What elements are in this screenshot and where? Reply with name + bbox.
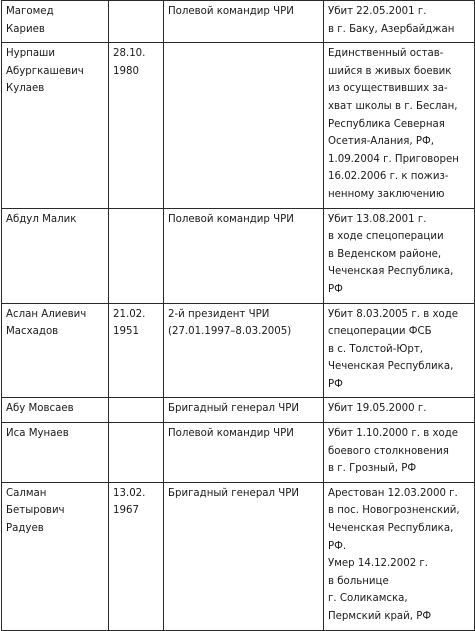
birth-date-cell	[109, 482, 164, 630]
cell-text-line: г. Соликамска,	[328, 593, 408, 605]
cell-text-line: Бригадный генерал ЧРИ	[168, 403, 300, 415]
cell-text-line: Абургкашевич	[6, 65, 84, 77]
cell-text-line: 2-й президент ЧРИ	[168, 308, 270, 320]
table-row	[2, 1, 475, 43]
person-name-cell	[2, 303, 109, 398]
role-cell	[164, 208, 324, 303]
cell-text-line: Осетия-Алания, РФ,	[328, 136, 435, 148]
cell-text-line: РФ	[328, 378, 343, 390]
cell-text-line: в Веденском районе,	[328, 248, 442, 260]
birth-date-cell	[109, 398, 164, 423]
person-name-cell	[2, 43, 109, 208]
cell-text-line: РФ.	[328, 540, 347, 552]
cell-text-line: Бетырович	[6, 505, 65, 517]
cell-text-line: в ходе спецоперации	[328, 231, 444, 243]
cell-text-line: 1967	[113, 505, 139, 517]
cell-text-line: Республика Северная	[328, 118, 445, 130]
cell-text-line: боевого столкновения	[328, 445, 449, 457]
cell-text-line: Умер 14.12.2002 г.	[328, 558, 429, 570]
cell-text-line: Кулаев	[6, 83, 45, 95]
birth-date-cell	[109, 423, 164, 483]
cell-text-line: Убит 13.08.2001 г.	[328, 213, 427, 225]
cell-text-line: Убит 19.05.2000 г.	[328, 403, 427, 415]
table-row	[2, 303, 475, 398]
cell-text-line: 28.10.	[113, 48, 146, 60]
table-row	[2, 423, 475, 483]
cell-text-line: 13.02.	[113, 487, 146, 499]
cell-text-line: Единственный остав-	[328, 48, 444, 60]
cell-text-line: хват школы в г. Беслан,	[328, 100, 458, 112]
role-cell	[164, 303, 324, 398]
fate-cell	[324, 482, 475, 630]
cell-text-line: Чеченская Республика,	[328, 361, 454, 373]
cell-text-line: шийся в живых боевик	[328, 65, 452, 77]
role-cell	[164, 423, 324, 483]
person-name-cell	[2, 208, 109, 303]
fate-cell	[324, 303, 475, 398]
cell-text-line: Нурпаши	[6, 48, 56, 60]
role-cell	[164, 43, 324, 208]
cell-text-line: Магомед	[6, 6, 54, 17]
table-row	[2, 208, 475, 303]
cell-text-line: в г. Баку, Азербайджан	[328, 23, 455, 35]
cell-text-line: ненному заключению	[328, 188, 445, 200]
cell-text-line: Бригадный генерал ЧРИ	[168, 487, 300, 499]
cell-text-line: Убит 1.10.2000 г. в ходе	[328, 428, 459, 440]
cell-text-line: (27.01.1997–8.03.2005)	[168, 326, 292, 338]
fate-cell	[324, 398, 475, 423]
cell-text-line: в г. Грозный, РФ	[328, 463, 417, 475]
cell-text-line: 1951	[113, 326, 139, 338]
persons-table	[1, 0, 475, 631]
person-name-cell	[2, 398, 109, 423]
cell-text-line: Радуев	[6, 523, 44, 535]
person-name-cell	[2, 482, 109, 630]
birth-date-cell	[109, 43, 164, 208]
birth-date-cell	[109, 303, 164, 398]
fate-cell	[324, 423, 475, 483]
persons-table-body	[2, 1, 475, 631]
cell-text-line: Аслан Алиевич	[6, 308, 87, 320]
table-row	[2, 43, 475, 208]
cell-text-line: Салман	[6, 487, 47, 499]
birth-date-cell	[109, 208, 164, 303]
cell-text-line: 1.09.2004 г. Приговорен	[328, 153, 459, 165]
cell-text-line: Пермский край, РФ	[328, 611, 432, 622]
cell-text-line: в больнице	[328, 575, 389, 587]
cell-text-line: Полевой командир ЧРИ	[168, 6, 294, 17]
cell-text-line: Масхадов	[6, 326, 59, 338]
cell-text-line: 1980	[113, 65, 139, 77]
table-row	[2, 398, 475, 423]
cell-text-line: из осуществивших за-	[328, 83, 448, 95]
cell-text-line: Чеченская Республика,	[328, 266, 454, 278]
person-name-cell	[2, 1, 109, 43]
cell-text-line: Кариев	[6, 23, 45, 35]
cell-text-line: 21.02.	[113, 308, 146, 320]
cell-text-line: Арестован 12.03.2000 г.	[328, 487, 458, 499]
cell-text-line: в с. Толстой-Юрт,	[328, 343, 423, 355]
cell-text-line: в пос. Новогрозненский,	[328, 505, 460, 517]
birth-date-cell	[109, 1, 164, 43]
cell-text-line: Убит 22.05.2001 г.	[328, 6, 427, 17]
cell-text-line: Полевой командир ЧРИ	[168, 428, 294, 440]
fate-cell	[324, 1, 475, 43]
fate-cell	[324, 43, 475, 208]
role-cell	[164, 482, 324, 630]
cell-text-line: РФ	[328, 283, 343, 295]
role-cell	[164, 1, 324, 43]
cell-text-line: 16.02.2006 г. к пожиз-	[328, 171, 449, 183]
cell-text-line: Убит 8.03.2005 г. в ходе	[328, 308, 459, 320]
fate-cell	[324, 208, 475, 303]
cell-text-line: Абу Мовсаев	[6, 403, 74, 415]
cell-text-line: Полевой командир ЧРИ	[168, 213, 294, 225]
person-name-cell	[2, 423, 109, 483]
cell-text-line: Иса Мунаев	[6, 428, 69, 440]
table-row	[2, 482, 475, 630]
cell-text-line: Чеченская Республика,	[328, 523, 454, 535]
role-cell	[164, 398, 324, 423]
cell-text-line: спецоперации ФСБ	[328, 326, 432, 338]
cell-text-line: Абдул Малик	[6, 213, 77, 225]
